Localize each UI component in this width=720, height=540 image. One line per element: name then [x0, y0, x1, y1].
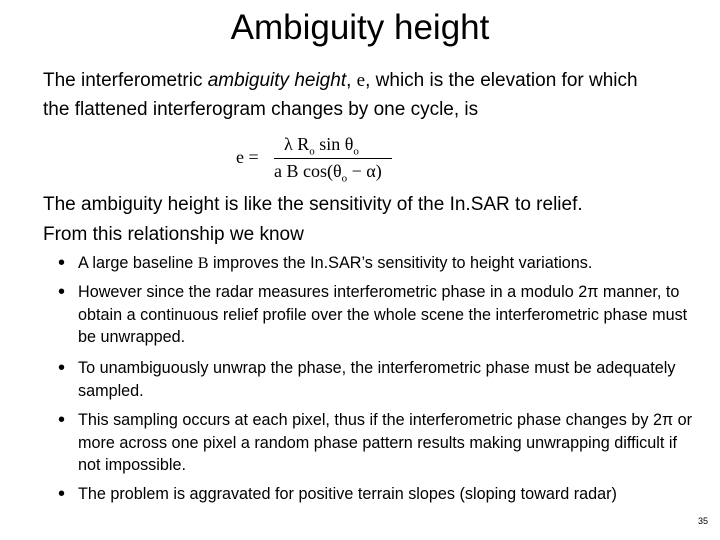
intro-emphasis: ambiguity height [207, 70, 347, 91]
intro-text-b: , [346, 70, 357, 91]
paragraph-relationship: From this relationship we know [43, 224, 304, 245]
ambiguity-height-formula [236, 128, 406, 188]
bullet-dot: • [58, 409, 66, 431]
intro-text-a: The interferometric [43, 70, 208, 91]
baseline-symbol: B [197, 254, 209, 272]
bullet-dot: • [58, 252, 66, 274]
formula-numerator: λ $R_o$ $\sin \theta_o$ [284, 134, 359, 158]
paragraph-sensitivity: The ambiguity height is like the sensitivity of the In.SAR to relief. [43, 194, 583, 215]
bullet-dot: • [58, 281, 66, 303]
intro-line-1 [43, 67, 638, 95]
bullet-dot: • [58, 357, 66, 379]
intro-line-2: the flattened interferogram changes by one cycle, is [43, 99, 479, 120]
intro-symbol-e: e [356, 70, 366, 91]
intro-text-c: , which is the elevation for which [365, 70, 638, 91]
formula-lhs: e = [236, 147, 259, 167]
page-number: 35 [697, 516, 708, 526]
formula-denominator: a B $\cos(\theta_o - \alpha)$ [274, 161, 382, 185]
slide-title: Ambiguity height [230, 8, 490, 47]
fraction-bar [274, 158, 392, 159]
bullet-dot: • [58, 483, 66, 505]
